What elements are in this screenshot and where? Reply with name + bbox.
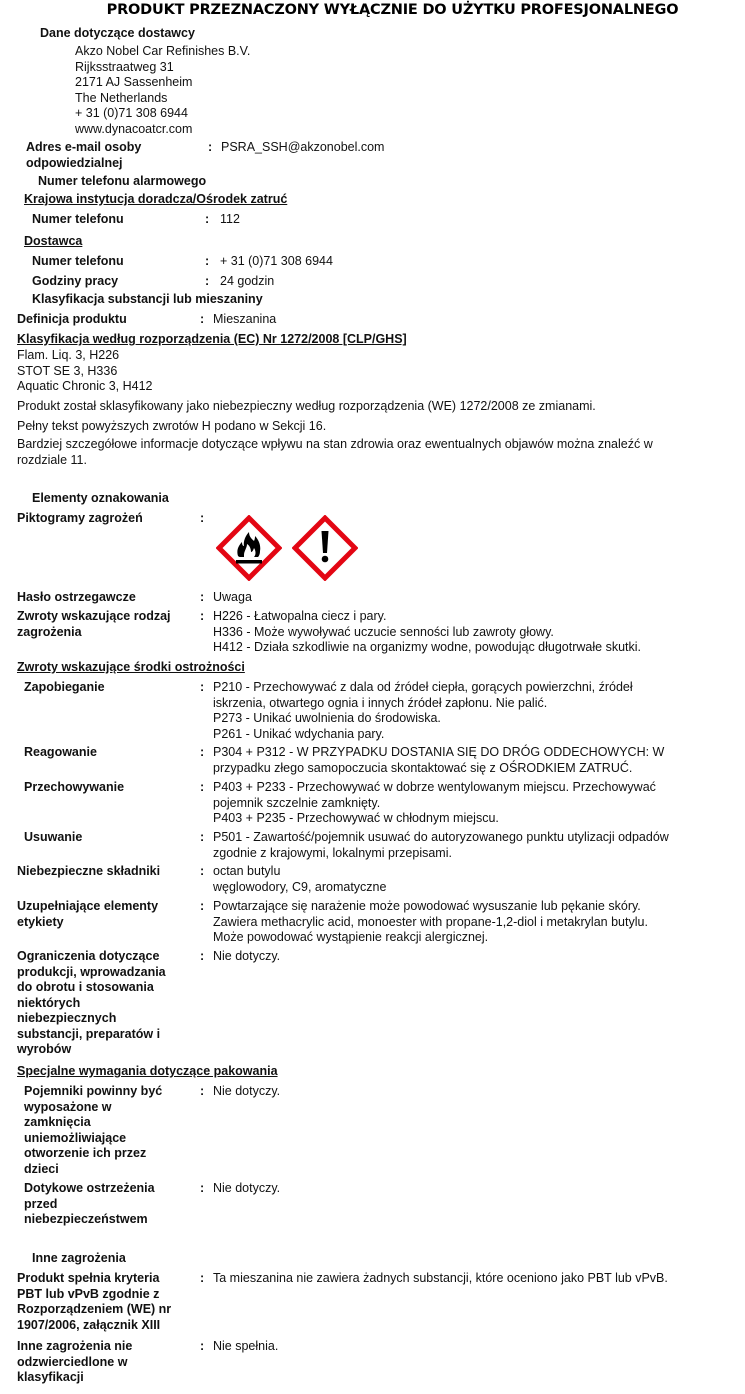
label-line: odzwierciedlone w: [17, 1354, 128, 1369]
hazard-class-list: [17, 348, 153, 395]
colon: :: [200, 949, 205, 963]
supplemental-statements: [213, 899, 648, 946]
precaution-line: P501 - Zawartość/pojemnik usuwać do autoryzowanego punktu utylizacji odpadów: [213, 830, 669, 844]
label-line: Zwroty wskazujące rodzaj: [17, 609, 171, 623]
classification-note: [17, 437, 653, 468]
child-closure-label: [24, 1084, 204, 1177]
colon: :: [200, 899, 205, 913]
label-line: Pojemniki powinny być: [24, 1084, 163, 1098]
colon: :: [200, 1181, 205, 1195]
note-line: Bardziej szczegółowe informacje dotyczące wpływu na stan zdrowia oraz ewentualnych objawów można znaleźć w: [17, 437, 653, 451]
colon: :: [205, 212, 210, 226]
label-line: otworzenie ich przez: [24, 1146, 147, 1160]
flame-pictogram-icon: [216, 515, 282, 581]
label-line: zamknięcia: [24, 1115, 91, 1129]
hazardous-ingredients-list: [213, 864, 386, 895]
colon: :: [200, 511, 205, 525]
hazard-statement: H336 - Może wywoływać uczucie senności lub zawroty głowy.: [213, 624, 554, 639]
precaution-line: P403 + P235 - Przechowywać w chłodnym miejscu.: [213, 811, 499, 825]
storage-label: Przechowywanie: [24, 780, 125, 794]
colon: :: [205, 254, 210, 268]
label-line: dzieci: [24, 1161, 59, 1176]
hazard-statement: H412 - Działa szkodliwie na organizmy wodne, powodując długotrwałe skutki.: [213, 640, 641, 654]
label-line: 1907/2006, załącznik XIII: [17, 1317, 161, 1332]
supplier-address: [75, 44, 250, 137]
hours-label: Godziny pracy: [32, 274, 119, 288]
email-label-line: Adres e-mail osoby: [26, 140, 142, 154]
storage-statements: [213, 780, 656, 827]
label-line: zagrożenia: [17, 624, 82, 639]
prevention-statements: [213, 680, 633, 742]
colon: :: [200, 1339, 205, 1353]
label-line: Ograniczenia dotyczące: [17, 949, 160, 963]
disposal-label: Usuwanie: [24, 830, 83, 844]
label-line: uniemożliwiające: [24, 1130, 127, 1145]
poison-center-heading: Krajowa instytucja doradcza/Ośrodek zatruć: [24, 192, 288, 206]
ingredient-item: octan butylu: [213, 864, 281, 878]
label-line: Inne zagrożenia nie: [17, 1339, 133, 1353]
hazardous-ingredients-label: Niebezpieczne składniki: [17, 864, 161, 878]
colon: :: [200, 780, 205, 794]
colon: :: [200, 1084, 205, 1098]
restrictions-value: Nie dotyczy.: [213, 949, 281, 963]
precaution-line: iskrzenia, otwartego ognia i innych źródeł zapłonu. Nie palić.: [213, 695, 548, 710]
label-line: Dotykowe ostrzeżenia: [24, 1181, 155, 1195]
colon: :: [200, 590, 205, 604]
pbt-value: Ta mieszanina nie zawiera żadnych substancji, które oceniono jako PBT lub vPvB.: [213, 1271, 668, 1285]
pbt-label: [17, 1271, 197, 1333]
packaging-heading: Specjalne wymagania dotyczące pakowania: [17, 1064, 278, 1078]
hazard-statement: H226 - Łatwopalna ciecz i pary.: [213, 609, 387, 623]
other-hazards-label: [17, 1339, 197, 1386]
address-line: The Netherlands: [75, 90, 168, 105]
colon: :: [200, 745, 205, 759]
colon: :: [205, 274, 210, 288]
supplemental-line: Może powodować wystąpienie reakcji alergicznej.: [213, 930, 489, 944]
supplier-contact-heading: Dostawca: [24, 234, 83, 248]
colon: :: [200, 680, 205, 694]
email-value[interactable]: PSRA_SSH@akzonobel.com: [221, 140, 385, 154]
child-closure-value: Nie dotyczy.: [213, 1084, 281, 1098]
label-line: Rozporządzeniem (WE) nr: [17, 1302, 172, 1316]
hazard-statements-label: [17, 609, 197, 640]
label-line: Produkt spełnia kryteria: [17, 1271, 160, 1285]
tactile-warning-label: [24, 1181, 204, 1228]
address-line: 2171 AJ Sassenheim: [75, 75, 193, 89]
supplier-heading: Dane dotyczące dostawcy: [40, 26, 195, 40]
label-line: niektórych: [17, 995, 81, 1010]
response-statements: [213, 745, 664, 776]
regulation-heading: Klasyfikacja według rozporządzenia (EC) Nr 1272/2008 [CLP/GHS]: [17, 332, 407, 346]
supplier-phone-label: Numer telefonu: [32, 254, 124, 268]
colon: :: [200, 864, 205, 878]
restrictions-label: [17, 949, 197, 1058]
label-line: do obrotu i stosowania: [17, 980, 154, 994]
supplemental-line: Powtarzające się narażenie może powodować wysuszanie lub pękanie skóry.: [213, 899, 641, 913]
email-label-line: odpowiedzialnej: [26, 155, 123, 170]
label-line: niebezpieczeństwem: [24, 1212, 148, 1226]
precautionary-heading: Zwroty wskazujące środki ostrożności: [17, 660, 245, 674]
classification-heading: Klasyfikacja substancji lub mieszaniny: [32, 292, 263, 306]
email-label: [26, 140, 206, 171]
label-line: substancji, preparatów i: [17, 1026, 161, 1041]
prevention-label: Zapobieganie: [24, 680, 105, 694]
definition-label: Definicja produktu: [17, 312, 127, 326]
emergency-heading: Numer telefonu alarmowego: [38, 174, 207, 188]
label-line: wyposażone w: [24, 1099, 112, 1114]
document-banner-title: PRODUKT PRZEZNACZONY WYŁĄCZNIE DO UŻYTKU PROFESJONALNEGO: [106, 2, 679, 18]
colon: :: [208, 140, 213, 154]
note-line: rozdziale 11.: [17, 452, 87, 467]
supplier-phone-value: + 31 (0)71 308 6944: [220, 254, 333, 268]
label-line: wyrobów: [17, 1042, 72, 1056]
hazard-class-item: Aquatic Chronic 3, H412: [17, 379, 153, 393]
precaution-line: pojemnik szczelnie zamknięty.: [213, 795, 381, 810]
supplemental-line: Zawiera methacrylic acid, monoester with propane-1,2-diol i metakrylan butylu.: [213, 914, 648, 929]
disposal-statements: [213, 830, 669, 861]
colon: :: [200, 312, 205, 326]
colon: :: [200, 609, 205, 623]
hazard-statements-list: [213, 609, 641, 656]
label-line: klasyfikacji: [17, 1370, 84, 1384]
tactile-warning-value: Nie dotyczy.: [213, 1181, 281, 1195]
precaution-line: P210 - Przechowywać z dala od źródeł ciepła, gorących powierzchni, źródeł: [213, 680, 633, 694]
label-line: Uzupełniające elementy: [17, 899, 159, 913]
address-phone: + 31 (0)71 308 6944: [75, 106, 188, 120]
response-label: Reagowanie: [24, 745, 97, 759]
supplemental-label: [17, 899, 197, 930]
address-website: www.dynacoatcr.com: [75, 121, 193, 136]
label-line: etykiety: [17, 914, 64, 929]
precaution-line: P261 - Unikać wdychania pary.: [213, 726, 385, 741]
other-hazards-value: Nie spełnia.: [213, 1339, 279, 1353]
signal-word-value: Uwaga: [213, 590, 252, 604]
precaution-line: P304 + P312 - W PRZYPADKU DOSTANIA SIĘ DO DRÓG ODDECHOWYCH: W: [213, 745, 665, 759]
classification-note: Produkt został sklasyfikowany jako niebezpieczny według rozporządzenia (WE) 1272/2008 ze zmianami.: [17, 399, 596, 413]
hazard-class-item: Flam. Liq. 3, H226: [17, 348, 120, 362]
label-line: przed: [24, 1196, 58, 1211]
address-line: Rijksstraatweg 31: [75, 59, 174, 74]
precaution-line: P403 + P233 - Przechowywać w dobrze wentylowanym miejscu. Przechowywać: [213, 780, 656, 794]
precaution-line: P273 - Unikać uwolnienia do środowiska.: [213, 711, 441, 725]
precaution-line: przypadku złego samopoczucia skontaktować się z OŚRODKIEM ZATRUĆ.: [213, 760, 633, 775]
poison-phone-label: Numer telefonu: [32, 212, 124, 226]
exclamation-pictogram-icon: [292, 515, 358, 581]
hazard-class-item: STOT SE 3, H336: [17, 363, 118, 378]
precaution-line: zgodnie z krajowymi, lokalnymi przepisami.: [213, 845, 452, 860]
colon: :: [200, 830, 205, 844]
poison-phone-value: 112: [220, 212, 240, 226]
colon: :: [200, 1271, 205, 1285]
label-line: produkcji, wprowadzania: [17, 964, 166, 979]
pictograms-label: Piktogramy zagrożeń: [17, 511, 143, 525]
ingredient-item: węglowodory, C9, aromatyczne: [213, 879, 387, 894]
other-hazards-heading: Inne zagrożenia: [32, 1251, 126, 1265]
definition-value: Mieszanina: [213, 312, 277, 326]
label-line: niebezpiecznych: [17, 1011, 117, 1025]
label-line: PBT lub vPvB zgodnie z: [17, 1286, 160, 1301]
signal-word-label: Hasło ostrzegawcze: [17, 590, 136, 604]
hours-value: 24 godzin: [220, 274, 275, 288]
classification-note: Pełny tekst powyższych zwrotów H podano w Sekcji 16.: [17, 419, 327, 433]
label-elements-heading: Elementy oznakowania: [32, 491, 169, 505]
address-line: Akzo Nobel Car Refinishes B.V.: [75, 44, 251, 58]
